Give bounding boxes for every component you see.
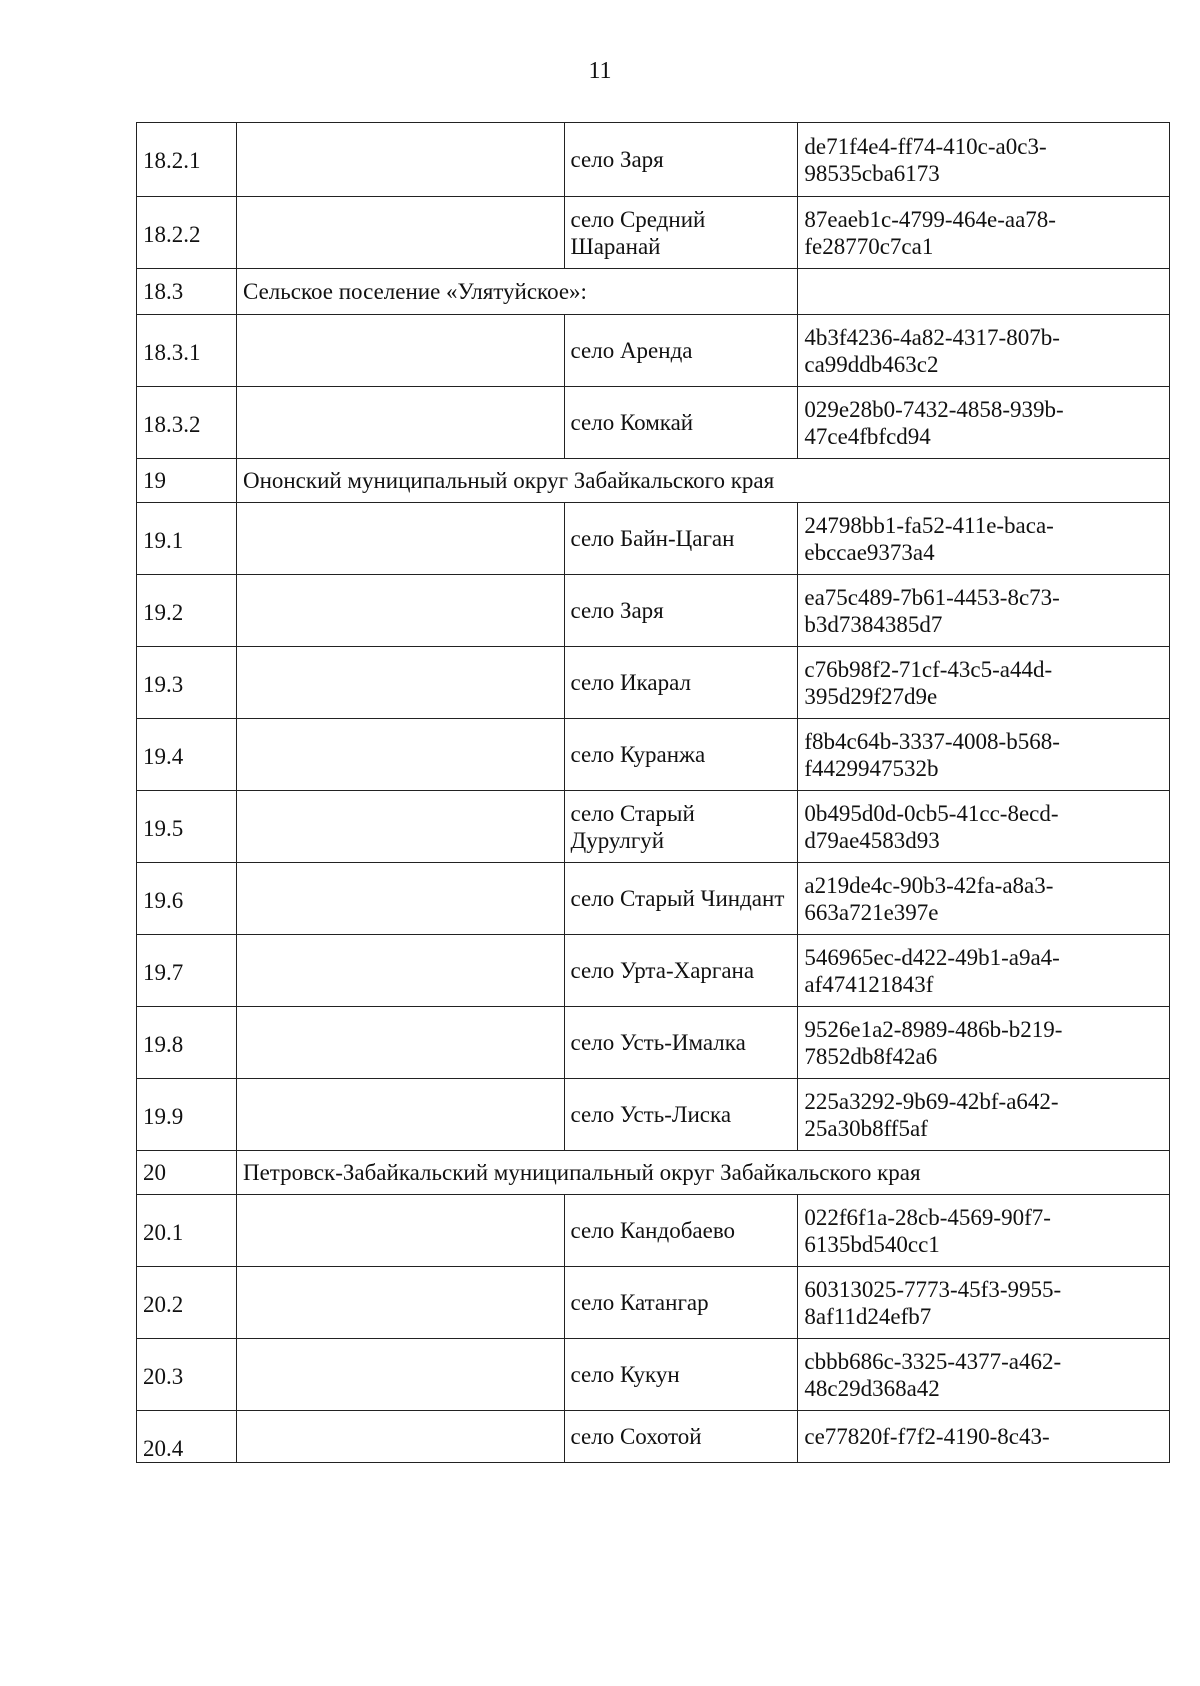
row-number: 19.9 — [143, 1104, 184, 1129]
settlement-name: село Средний Шаранай — [570, 206, 706, 259]
guid-line-1: ea75c489-7b61-4453-8c73- — [804, 584, 1060, 610]
row-number: 19.5 — [143, 816, 184, 841]
row-number-cell — [137, 1151, 237, 1195]
guid-line-1: 60313025-7773-45f3-9955- — [804, 1276, 1062, 1302]
settlement-cell — [564, 1079, 798, 1151]
table-row — [137, 1195, 1170, 1267]
row-number-cell — [137, 459, 237, 503]
guid-line-2: d79ae4583d93 — [804, 827, 940, 853]
guid-line-1: 022f6f1a-28cb-4569-90f7- — [804, 1204, 1051, 1230]
empty-cell — [236, 647, 564, 719]
table-row — [137, 1339, 1170, 1411]
row-number-cell — [137, 863, 237, 935]
group-row — [137, 1151, 1170, 1195]
group-name-cell — [236, 1151, 1169, 1195]
settlement-name: село Кандобаево — [570, 1218, 736, 1243]
group-name-cell — [236, 269, 797, 315]
row-number: 18.2.1 — [143, 148, 201, 173]
settlement-name: село Заря — [570, 598, 664, 623]
row-number: 19.2 — [143, 600, 184, 625]
empty-cell — [236, 1195, 564, 1267]
settlement-name: село Старый Дурулгуй — [570, 800, 695, 853]
guid-line-1: 546965ec-d422-49b1-a9a4- — [804, 944, 1060, 970]
group-name: Сельское поселение «Улятуйское»: — [242, 279, 587, 304]
row-number: 20.4 — [143, 1436, 184, 1461]
settlement-cell — [564, 863, 798, 935]
empty-cell — [236, 1267, 564, 1339]
empty-cell — [236, 719, 564, 791]
guid-cell — [798, 1339, 1170, 1411]
row-number: 20 — [143, 1160, 166, 1185]
empty-cell — [236, 791, 564, 863]
row-number: 18.3.2 — [143, 412, 201, 437]
guid-line-1: 0b495d0d-0cb5-41cc-8ecd- — [804, 800, 1059, 826]
row-number: 18.3.1 — [143, 340, 201, 365]
empty-cell — [236, 315, 564, 387]
guid-line-2: 98535cba6173 — [804, 160, 940, 186]
group-row — [137, 459, 1170, 503]
row-number-cell — [137, 197, 237, 269]
row-number-cell — [137, 719, 237, 791]
settlement-name: село Усть-Лиска — [570, 1102, 732, 1127]
guid-line-2: 25a30b8ff5af — [804, 1115, 928, 1141]
row-number-cell — [137, 575, 237, 647]
guid-line-1: 24798bb1-fa52-411e-baca- — [804, 512, 1054, 538]
row-number-cell — [137, 647, 237, 719]
table-row — [137, 1007, 1170, 1079]
settlement-cell — [564, 1195, 798, 1267]
guid-line-1: 029e28b0-7432-4858-939b- — [804, 396, 1064, 422]
settlement-cell — [564, 1007, 798, 1079]
settlement-cell — [564, 197, 798, 269]
settlement-cell — [564, 1411, 798, 1463]
table-row — [137, 123, 1170, 197]
row-number: 19.6 — [143, 888, 184, 913]
group-name-cell — [236, 459, 1169, 503]
guid-line-2: 7852db8f42a6 — [804, 1043, 938, 1069]
row-number: 18.2.2 — [143, 222, 201, 247]
settlement-cell — [564, 719, 798, 791]
guid-cell — [798, 269, 1170, 315]
settlement-cell — [564, 1339, 798, 1411]
table-row — [137, 719, 1170, 791]
guid-line-2: f4429947532b — [804, 755, 939, 781]
guid-cell — [798, 387, 1170, 459]
guid-cell — [798, 863, 1170, 935]
table-row — [137, 647, 1170, 719]
guid-cell — [798, 1411, 1170, 1463]
empty-cell — [236, 863, 564, 935]
row-number-cell — [137, 791, 237, 863]
group-row — [137, 269, 1170, 315]
settlement-cell — [564, 315, 798, 387]
row-number: 20.2 — [143, 1292, 184, 1317]
empty-cell — [236, 1339, 564, 1411]
guid-line-1: ce77820f-f7f2-4190-8c43- — [804, 1424, 1050, 1449]
table-row — [137, 315, 1170, 387]
guid-line-2: af474121843f — [804, 971, 934, 997]
guid-cell — [798, 197, 1170, 269]
row-number: 19.8 — [143, 1032, 184, 1057]
settlement-name: село Байн-Цаган — [570, 526, 735, 551]
guid-cell — [798, 791, 1170, 863]
guid-line-2: ebccae9373a4 — [804, 539, 935, 565]
guid-line-1: 9526e1a2-8989-486b-b219- — [804, 1016, 1063, 1042]
settlements-table-body — [137, 123, 1170, 1463]
row-number: 20.3 — [143, 1364, 184, 1389]
guid-line-1: c76b98f2-71cf-43c5-a44d- — [804, 656, 1053, 682]
empty-cell — [236, 1411, 564, 1463]
guid-line-1: a219de4c-90b3-42fa-a8a3- — [804, 872, 1054, 898]
page-number: 11 — [588, 58, 612, 84]
settlement-cell — [564, 503, 798, 575]
guid-line-1: de71f4e4-ff74-410c-a0c3- — [804, 133, 1047, 159]
row-number-cell — [137, 503, 237, 575]
empty-cell — [236, 575, 564, 647]
empty-cell — [236, 935, 564, 1007]
guid-line-2: 48c29d368a42 — [804, 1375, 940, 1401]
row-number-cell — [137, 1079, 237, 1151]
table-row — [137, 387, 1170, 459]
settlement-name: село Заря — [570, 147, 664, 172]
guid-line-1: 225a3292-9b69-42bf-a642- — [804, 1088, 1059, 1114]
settlements-table — [136, 122, 1170, 1463]
empty-cell — [236, 1007, 564, 1079]
settlement-name: село Старый Чиндант — [570, 886, 785, 911]
row-number: 19.1 — [143, 528, 184, 553]
guid-cell — [798, 935, 1170, 1007]
table-row — [137, 197, 1170, 269]
settlement-cell — [564, 123, 798, 197]
guid-line-2: 395d29f27d9e — [804, 683, 938, 709]
row-number: 19.7 — [143, 960, 184, 985]
settlement-cell — [564, 647, 798, 719]
guid-cell — [798, 719, 1170, 791]
empty-cell — [236, 123, 564, 197]
guid-line-2: fe28770c7ca1 — [804, 233, 934, 259]
settlement-cell — [564, 387, 798, 459]
row-number: 19.4 — [143, 744, 184, 769]
row-number-cell — [137, 387, 237, 459]
settlement-name: село Кукун — [570, 1362, 680, 1387]
settlement-cell — [564, 935, 798, 1007]
settlement-name: село Комкай — [570, 410, 694, 435]
guid-cell — [798, 1007, 1170, 1079]
table-row — [137, 1267, 1170, 1339]
row-number: 18.3 — [143, 279, 184, 304]
row-number-cell — [137, 315, 237, 387]
guid-line-1: f8b4c64b-3337-4008-b568- — [804, 728, 1060, 754]
guid-line-2: 8af11d24efb7 — [804, 1303, 932, 1329]
table-row — [137, 1411, 1170, 1463]
guid-line-1: cbbb686c-3325-4377-a462- — [804, 1348, 1062, 1374]
table-row — [137, 935, 1170, 1007]
table-row — [137, 1079, 1170, 1151]
guid-line-2: 6135bd540cc1 — [804, 1231, 940, 1257]
guid-cell — [798, 123, 1170, 197]
guid-line-2: 663a721e397e — [804, 899, 939, 925]
row-number-cell — [137, 1267, 237, 1339]
row-number-cell — [137, 935, 237, 1007]
empty-cell — [236, 387, 564, 459]
guid-cell — [798, 1079, 1170, 1151]
table-row — [137, 503, 1170, 575]
settlement-name: село Куранжа — [570, 742, 706, 767]
group-name: Петровск-Забайкальский муниципальный округ Забайкальского края — [242, 1160, 921, 1185]
guid-cell — [798, 503, 1170, 575]
row-number: 19 — [143, 468, 166, 493]
settlement-name: село Аренда — [570, 338, 693, 363]
settlement-cell — [564, 791, 798, 863]
row-number-cell — [137, 123, 237, 197]
empty-cell — [236, 1079, 564, 1151]
guid-line-2: 47ce4fbfcd94 — [804, 423, 931, 449]
row-number-cell — [137, 1195, 237, 1267]
settlement-name: село Икарал — [570, 670, 691, 695]
guid-cell — [798, 315, 1170, 387]
settlement-name: село Усть-Ималка — [570, 1030, 746, 1055]
row-number-cell — [137, 1007, 237, 1079]
row-number-cell — [137, 1339, 237, 1411]
guid-line-1: 87eaeb1c-4799-464e-aa78- — [804, 206, 1056, 232]
row-number-cell — [137, 1411, 237, 1463]
settlement-name: село Урта-Харгана — [570, 958, 755, 983]
row-number-cell — [137, 269, 237, 315]
table-row — [137, 575, 1170, 647]
guid-cell — [798, 1195, 1170, 1267]
guid-line-2: b3d7384385d7 — [804, 611, 943, 637]
row-number: 20.1 — [143, 1220, 184, 1245]
guid-cell — [798, 575, 1170, 647]
empty-cell — [236, 503, 564, 575]
settlement-name: село Катангар — [570, 1290, 709, 1315]
empty-cell — [236, 197, 564, 269]
settlement-cell — [564, 1267, 798, 1339]
group-name: Ононский муниципальный округ Забайкальского края — [242, 468, 775, 493]
table-row — [137, 791, 1170, 863]
settlement-cell — [564, 575, 798, 647]
guid-cell — [798, 1267, 1170, 1339]
settlement-name: село Сохотой — [570, 1424, 702, 1449]
guid-line-1: 4b3f4236-4a82-4317-807b- — [804, 324, 1060, 350]
guid-line-2: ca99ddb463c2 — [804, 351, 939, 377]
row-number: 19.3 — [143, 672, 184, 697]
table-row — [137, 863, 1170, 935]
guid-cell — [798, 647, 1170, 719]
